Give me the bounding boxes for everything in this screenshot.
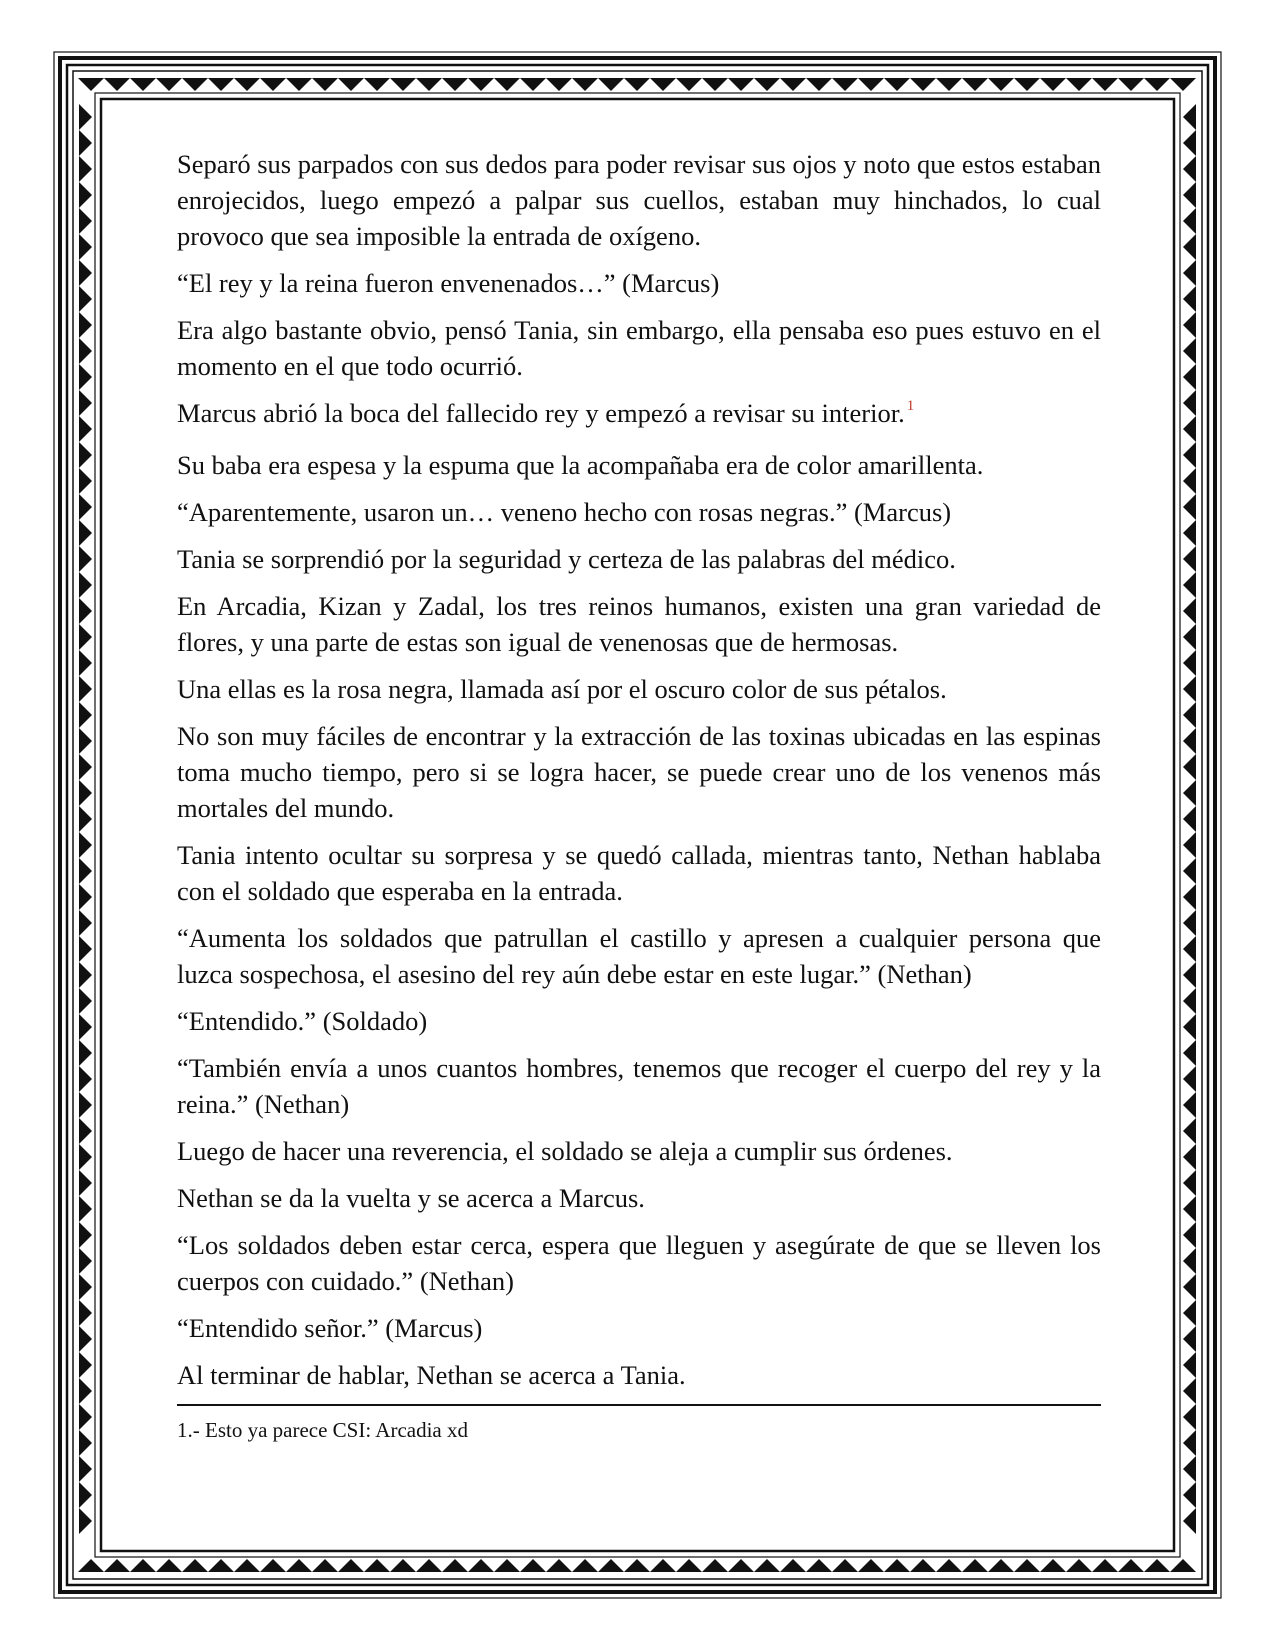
border-triangle <box>79 962 92 988</box>
border-triangle <box>1183 1066 1196 1092</box>
border-triangle <box>79 1326 92 1352</box>
border-triangle <box>130 1559 156 1572</box>
border-triangle <box>624 1559 650 1572</box>
border-triangle <box>79 156 92 182</box>
border-triangle <box>182 78 208 91</box>
border-triangle <box>1183 936 1196 962</box>
border-triangle <box>962 1559 988 1572</box>
border-triangle <box>1014 1559 1040 1572</box>
border-triangle <box>78 78 104 91</box>
border-triangle <box>1183 364 1196 390</box>
border-triangle <box>79 286 92 312</box>
border-triangle <box>79 676 92 702</box>
border-triangle <box>1183 1352 1196 1378</box>
border-triangle <box>1183 1118 1196 1144</box>
footnote: 1.- Esto ya parece CSI: Arcadia xd <box>177 1418 468 1442</box>
border-triangle <box>286 78 312 91</box>
border-triangle <box>1183 754 1196 780</box>
border-triangle <box>650 1559 676 1572</box>
border-triangle <box>988 1559 1014 1572</box>
border-triangle <box>79 338 92 364</box>
border-triangle <box>79 780 92 806</box>
border-triangle <box>79 598 92 624</box>
border-triangle <box>234 1559 260 1572</box>
border-triangle <box>832 78 858 91</box>
border-triangle <box>936 78 962 91</box>
border-triangle <box>79 1092 92 1118</box>
border-triangle <box>1183 1040 1196 1066</box>
border-triangle <box>624 78 650 91</box>
paragraph-17: “Los soldados deben estar cerca, espera que lleguen y asegúrate de que se lleven los cuerpos con cuidado.” (Nethan) <box>177 1230 1101 1296</box>
paragraph-10: No son muy fáciles de encontrar y la extracción de las toxinas ubicadas en las espinas toma mucho tiempo, pero si se logra hacer, se puede crear uno de los venenos más mortales del mundo. <box>177 721 1101 823</box>
border-triangle <box>1183 182 1196 208</box>
border-triangle <box>520 1559 546 1572</box>
border-triangle <box>130 78 156 91</box>
paragraph-12: “Aumenta los soldados que patrullan el castillo y apresen a cualquier persona que luzca sospechosa, el asesino del rey aún debe estar en este lugar.” (Nethan) <box>177 923 1101 989</box>
border-triangle <box>1183 208 1196 234</box>
border-triangle <box>780 1559 806 1572</box>
page-body <box>177 146 1101 1444</box>
paragraph-6: “Aparentemente, usaron un… veneno hecho con rosas negras.” (Marcus) <box>177 497 952 527</box>
border-triangle <box>858 1559 884 1572</box>
border-triangle <box>1183 962 1196 988</box>
border-triangle <box>79 208 92 234</box>
border-triangle <box>988 78 1014 91</box>
border-triangle <box>572 1559 598 1572</box>
border-triangle <box>79 1352 92 1378</box>
border-triangle <box>1183 702 1196 728</box>
border-triangle <box>1183 234 1196 260</box>
border-triangle <box>1183 260 1196 286</box>
border-triangle <box>1118 1559 1144 1572</box>
border-triangle <box>1183 1222 1196 1248</box>
border-triangle <box>79 520 92 546</box>
border-triangle <box>79 884 92 910</box>
border-triangle <box>702 78 728 91</box>
border-triangle <box>286 1559 312 1572</box>
paragraph-2: “El rey y la reina fueron envenenados…” (Marcus) <box>177 268 720 298</box>
border-triangle <box>79 364 92 390</box>
border-triangle <box>79 1508 92 1534</box>
border-triangle <box>312 1559 338 1572</box>
border-triangle <box>1040 1559 1066 1572</box>
border-triangle <box>858 78 884 91</box>
border-triangle <box>1183 130 1196 156</box>
border-triangle <box>79 572 92 598</box>
border-triangle <box>79 182 92 208</box>
border-triangle <box>1183 1014 1196 1040</box>
paragraph-13: “Entendido.” (Soldado) <box>177 1006 428 1036</box>
border-triangle <box>79 442 92 468</box>
border-triangle <box>104 1559 130 1572</box>
border-triangle <box>79 390 92 416</box>
border-triangle <box>79 104 92 130</box>
border-triangle <box>79 832 92 858</box>
border-triangle <box>1183 1300 1196 1326</box>
border-triangle <box>1183 468 1196 494</box>
border-triangle <box>884 1559 910 1572</box>
border-triangle <box>79 1430 92 1456</box>
paragraph-4-text: Marcus abrió la boca del fallecido rey y empezó a revisar su interior. <box>177 398 905 428</box>
border-triangle <box>182 1559 208 1572</box>
border-triangle <box>79 416 92 442</box>
border-triangle <box>1183 1404 1196 1430</box>
border-triangle <box>79 1248 92 1274</box>
border-triangle <box>728 78 754 91</box>
border-triangle <box>1118 78 1144 91</box>
border-triangle <box>79 1196 92 1222</box>
border-triangle <box>1183 650 1196 676</box>
border-triangle <box>572 78 598 91</box>
border-triangle <box>79 1222 92 1248</box>
border-triangle <box>1183 884 1196 910</box>
border-triangle <box>79 130 92 156</box>
border-triangle <box>1144 78 1170 91</box>
border-triangle <box>598 78 624 91</box>
paragraph-16: Nethan se da la vuelta y se acerca a Marcus. <box>177 1183 645 1213</box>
border-triangle <box>1183 104 1196 130</box>
border-triangle <box>79 1404 92 1430</box>
border-triangle <box>676 78 702 91</box>
border-triangle <box>442 78 468 91</box>
border-triangle <box>676 1559 702 1572</box>
border-triangle <box>1183 832 1196 858</box>
paragraph-8: En Arcadia, Kizan y Zadal, los tres reinos humanos, existen una gran variedad de flores, y una parte de estas son igual de venenosas que de hermosas. <box>177 591 1101 657</box>
border-triangle <box>79 234 92 260</box>
border-triangle <box>1183 390 1196 416</box>
border-triangle <box>1183 598 1196 624</box>
paragraph-19: Al terminar de hablar, Nethan se acerca a Tania. <box>177 1360 686 1390</box>
border-triangle <box>79 1170 92 1196</box>
border-triangle <box>79 988 92 1014</box>
border-triangle <box>1183 1482 1196 1508</box>
paragraph-3: Era algo bastante obvio, pensó Tania, sin embargo, ella pensaba eso pues estuvo en el momento en el que todo ocurrió. <box>177 315 1101 381</box>
border-triangle <box>312 78 338 91</box>
border-triangle <box>1183 858 1196 884</box>
border-triangle <box>79 858 92 884</box>
border-triangle <box>1183 572 1196 598</box>
border-triangle <box>79 312 92 338</box>
border-triangle <box>1183 1170 1196 1196</box>
border-triangle <box>754 78 780 91</box>
border-triangle <box>79 1118 92 1144</box>
border-triangle <box>1092 1559 1118 1572</box>
border-triangle <box>79 1040 92 1066</box>
paragraph-14: “También envía a unos cuantos hombres, tenemos que recoger el cuerpo del rey y la reina.” (Nethan) <box>177 1053 1101 1119</box>
border-triangle <box>806 78 832 91</box>
border-triangle <box>494 1559 520 1572</box>
border-triangle <box>832 1559 858 1572</box>
border-triangle <box>79 1378 92 1404</box>
border-triangle <box>962 78 988 91</box>
border-triangle <box>79 1300 92 1326</box>
border-triangle <box>390 1559 416 1572</box>
border-triangle <box>364 78 390 91</box>
border-triangle <box>79 936 92 962</box>
border-triangle <box>1170 1559 1196 1572</box>
border-triangle <box>1183 624 1196 650</box>
border-triangle <box>1183 416 1196 442</box>
border-triangle <box>104 78 130 91</box>
border-triangle <box>79 546 92 572</box>
border-triangle <box>78 1559 104 1572</box>
border-triangle <box>416 1559 442 1572</box>
border-triangle <box>1183 1248 1196 1274</box>
paragraph-18: “Entendido señor.” (Marcus) <box>177 1313 483 1343</box>
border-triangle <box>79 468 92 494</box>
paragraph-15: Luego de hacer una reverencia, el soldado se aleja a cumplir sus órdenes. <box>177 1136 953 1166</box>
border-triangle <box>1183 806 1196 832</box>
footnote-divider <box>177 1404 1101 1406</box>
paragraph-7: Tania se sorprendió por la seguridad y certeza de las palabras del médico. <box>177 544 956 574</box>
border-triangle <box>754 1559 780 1572</box>
border-triangle <box>1183 286 1196 312</box>
border-triangle <box>79 650 92 676</box>
paragraph-5: Su baba era espesa y la espuma que la acompañaba era de color amarillenta. <box>177 450 984 480</box>
border-triangle <box>79 1014 92 1040</box>
border-triangle <box>1066 1559 1092 1572</box>
paragraph-11: Tania intento ocultar su sorpresa y se quedó callada, mientras tanto, Nethan hablaba con el soldado que esperaba en la entrada. <box>177 840 1101 906</box>
border-triangle <box>650 78 676 91</box>
border-triangle <box>1183 1274 1196 1300</box>
border-triangle <box>1183 910 1196 936</box>
border-triangle <box>1183 442 1196 468</box>
border-triangle <box>1183 156 1196 182</box>
border-triangle <box>1183 1456 1196 1482</box>
border-triangle <box>260 78 286 91</box>
border-triangle <box>598 1559 624 1572</box>
border-triangle <box>442 1559 468 1572</box>
border-triangle <box>79 1482 92 1508</box>
paragraph-1: Separó sus parpados con sus dedos para poder revisar sus ojos y noto que estos estaban enrojecidos, luego empezó a palpar sus cuellos, estaban muy hinchados, lo cual provoco que sea imposible la entrada de oxígeno. <box>177 149 1101 251</box>
border-triangle <box>79 728 92 754</box>
border-triangle <box>1183 728 1196 754</box>
border-triangle <box>338 78 364 91</box>
border-triangle <box>1183 546 1196 572</box>
border-triangle <box>1183 1092 1196 1118</box>
border-triangle <box>1183 676 1196 702</box>
border-triangle <box>338 1559 364 1572</box>
border-triangle <box>79 1066 92 1092</box>
border-triangle <box>546 1559 572 1572</box>
border-triangle <box>79 1456 92 1482</box>
border-triangle <box>702 1559 728 1572</box>
border-triangle <box>1183 494 1196 520</box>
border-triangle <box>1183 1326 1196 1352</box>
border-triangle <box>1092 78 1118 91</box>
border-triangle <box>1183 338 1196 364</box>
border-triangle <box>79 754 92 780</box>
border-triangle <box>728 1559 754 1572</box>
border-triangle <box>1144 1559 1170 1572</box>
border-triangle <box>910 78 936 91</box>
paragraph-4 <box>177 395 1101 436</box>
border-triangle <box>1014 78 1040 91</box>
border-triangle <box>79 1144 92 1170</box>
footnote-reference[interactable]: 1 <box>906 398 915 414</box>
border-triangle <box>79 910 92 936</box>
border-triangle <box>1183 1196 1196 1222</box>
border-triangle <box>390 78 416 91</box>
border-triangle <box>364 1559 390 1572</box>
border-triangle <box>79 1274 92 1300</box>
border-triangle <box>1040 78 1066 91</box>
border-triangle <box>806 1559 832 1572</box>
paragraph-9: Una ellas es la rosa negra, llamada así por el oscuro color de sus pétalos. <box>177 674 947 704</box>
border-triangle <box>1183 1430 1196 1456</box>
border-triangle <box>1170 78 1196 91</box>
border-triangle <box>79 806 92 832</box>
border-triangle <box>260 1559 286 1572</box>
border-triangle <box>208 78 234 91</box>
border-triangle <box>234 78 260 91</box>
border-triangle <box>1183 312 1196 338</box>
border-triangle <box>156 1559 182 1572</box>
border-triangle <box>468 78 494 91</box>
border-triangle <box>79 624 92 650</box>
border-triangle <box>884 78 910 91</box>
border-triangle <box>1183 1508 1196 1534</box>
border-triangle <box>79 260 92 286</box>
border-triangle <box>910 1559 936 1572</box>
border-triangle <box>156 78 182 91</box>
border-triangle <box>1183 988 1196 1014</box>
border-triangle <box>520 78 546 91</box>
border-triangle <box>936 1559 962 1572</box>
border-triangle <box>494 78 520 91</box>
border-triangle <box>79 494 92 520</box>
border-triangle <box>1066 78 1092 91</box>
border-triangle <box>546 78 572 91</box>
border-triangle <box>1183 520 1196 546</box>
border-triangle <box>79 702 92 728</box>
border-triangle <box>468 1559 494 1572</box>
border-triangle <box>416 78 442 91</box>
border-triangle <box>208 1559 234 1572</box>
border-triangle <box>1183 1378 1196 1404</box>
border-triangle <box>1183 1144 1196 1170</box>
border-triangle <box>780 78 806 91</box>
border-triangle <box>1183 780 1196 806</box>
